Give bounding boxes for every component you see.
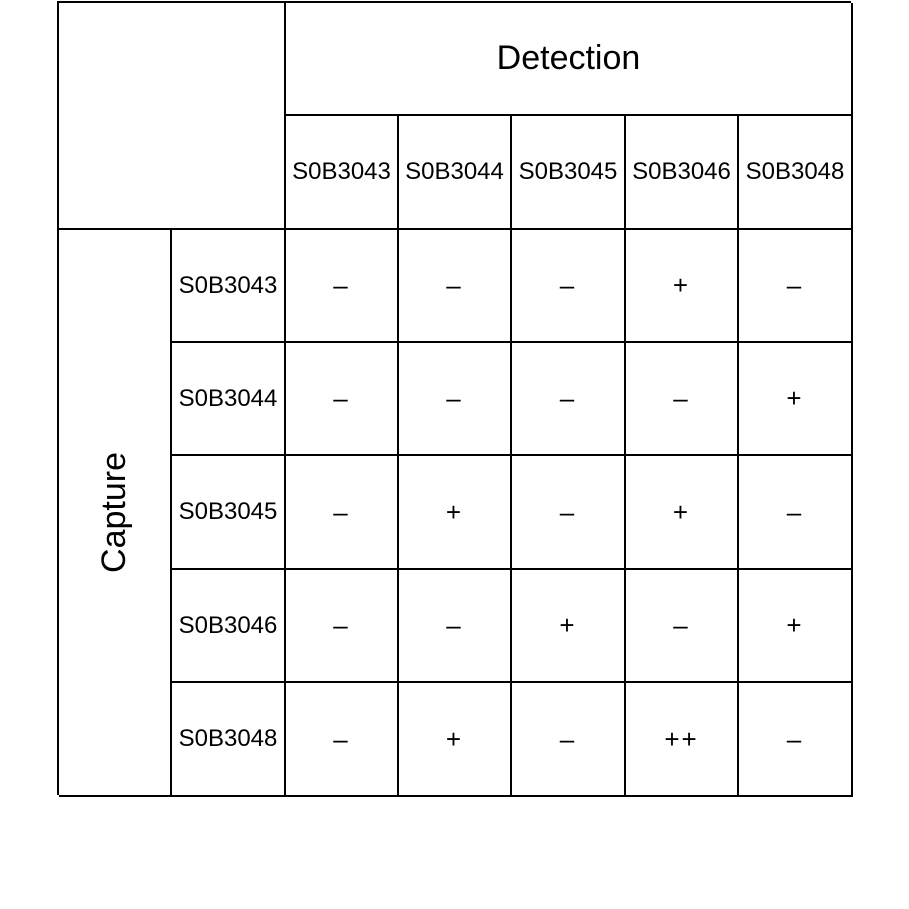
row-header-label: S0B3044: [178, 384, 278, 412]
cell-value: –: [446, 270, 463, 300]
cell-value: –: [333, 270, 350, 300]
cell-value: +: [786, 383, 804, 413]
table-cell: [399, 230, 512, 343]
cell-value: –: [559, 270, 577, 300]
table-cell: [512, 343, 626, 456]
row-header-label: S0B3045: [178, 498, 278, 525]
cell-value: +: [672, 270, 691, 300]
table-cell: [626, 230, 739, 343]
cell-value: +: [445, 723, 464, 754]
cell-value: +: [786, 610, 804, 640]
table-cell: [286, 683, 399, 797]
cell-value: –: [333, 383, 350, 413]
cell-value: +: [445, 496, 464, 527]
cell-value: +: [559, 610, 577, 640]
table-cell: [626, 570, 739, 683]
cell-value: –: [559, 383, 577, 413]
detection-header: [286, 3, 853, 116]
interaction-table: [57, 1, 851, 795]
column-header: [399, 116, 512, 230]
column-header-label: S0B3048: [745, 158, 845, 185]
row-header-label: S0B3048: [178, 725, 278, 752]
table-cell: [626, 343, 739, 456]
capture-header-label: Capture: [95, 452, 133, 573]
table-cell: [739, 570, 853, 683]
table-cell: [626, 456, 739, 570]
row-header: [172, 456, 286, 570]
cell-value: –: [559, 723, 577, 754]
row-header-label: S0B3043: [178, 271, 278, 299]
column-header: [286, 116, 399, 230]
cell-value: –: [333, 496, 350, 527]
row-header: [172, 570, 286, 683]
table-cell: [739, 456, 853, 570]
table-cell: [286, 230, 399, 343]
table-cell: [512, 570, 626, 683]
table-cell: [399, 456, 512, 570]
column-header: [626, 116, 739, 230]
column-header: [512, 116, 626, 230]
column-header: [739, 116, 853, 230]
cell-value: +: [672, 496, 691, 527]
row-header: [172, 343, 286, 456]
column-header-label: S0B3045: [518, 158, 618, 185]
cell-value: –: [559, 496, 577, 527]
cell-value: ++: [664, 723, 699, 754]
table-cell: [512, 230, 626, 343]
table-cell: [512, 456, 626, 570]
cell-value: –: [786, 496, 804, 527]
cell-value: –: [333, 723, 350, 754]
table-cell: [286, 570, 399, 683]
cell-value: –: [446, 610, 463, 640]
cell-value: –: [333, 610, 350, 640]
cell-value: –: [786, 723, 804, 754]
row-header-label: S0B3046: [178, 611, 278, 639]
column-header-label: S0B3044: [405, 158, 504, 185]
capture-header: [59, 230, 172, 797]
table-cell: [739, 683, 853, 797]
table-cell: [739, 343, 853, 456]
table-cell: [512, 683, 626, 797]
table-cell: [399, 570, 512, 683]
row-header: [172, 230, 286, 343]
row-header: [172, 683, 286, 797]
table-cell: [739, 230, 853, 343]
table-cell: [626, 683, 739, 797]
table-cell: [399, 683, 512, 797]
column-header-label: S0B3043: [292, 158, 391, 185]
corner-empty-cell: [59, 3, 286, 230]
cell-value: –: [673, 383, 690, 413]
cell-value: –: [673, 610, 690, 640]
table-cell: [286, 343, 399, 456]
table-cell: [399, 343, 512, 456]
cell-value: –: [786, 270, 804, 300]
detection-header-label: Detection: [496, 39, 641, 77]
cell-value: –: [446, 383, 463, 413]
column-header-label: S0B3046: [632, 158, 731, 185]
table-cell: [286, 456, 399, 570]
